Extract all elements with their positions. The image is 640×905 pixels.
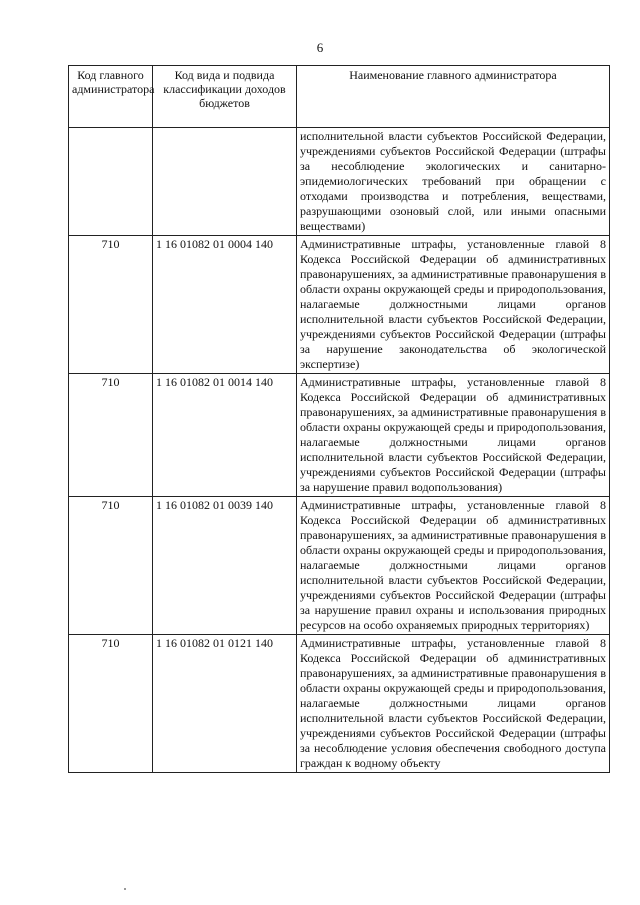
cell-admin-code: 710 [69, 236, 153, 374]
revenue-table [68, 65, 610, 773]
cell-admin-code-empty [69, 128, 153, 236]
table-row [69, 497, 610, 635]
table-row [69, 236, 610, 374]
cell-administrator-name: Административные штрафы, установленные главой 8 Кодекса Российской Федерации об административных правонарушениях, за административные правонарушения в области охраны окружающей среды и природопользования, налагаемые должностными лицами органов исполнительной власти субъектов Российской Федерации, учреждениями субъектов Российской Федерации (штрафы за нарушение правил водопользования) [297, 374, 610, 497]
cell-classification-empty [153, 128, 297, 236]
scan-speck [124, 888, 126, 890]
cell-classification-code: 1 16 01082 01 0004 140 [153, 236, 297, 374]
header-administrator-name: Наименование главного администратора [297, 66, 610, 128]
table-header-row [69, 66, 610, 128]
cell-admin-code: 710 [69, 497, 153, 635]
cell-classification-code: 1 16 01082 01 0121 140 [153, 635, 297, 773]
cell-administrator-name: Административные штрафы, установленные главой 8 Кодекса Российской Федерации об административных правонарушениях, за административные правонарушения в области охраны окружающей среды и природопользования, налагаемые должностными лицами органов исполнительной власти субъектов Российской Федерации, учреждениями субъектов Российской Федерации (штрафы за нарушение правил охраны и использования природных ресурсов на особо охраняемых природных территориях) [297, 497, 610, 635]
cell-administrator-name: исполнительной власти субъектов Российской Федерации, учреждениями субъектов Российской Федерации (штрафы за несоблюдение экологических и санитарно-эпидемиологических требований при обращении с отходами производства и потребления, веществами, разрушающими озоновый слой, или иными опасными веществами) [297, 128, 610, 236]
cell-classification-code: 1 16 01082 01 0039 140 [153, 497, 297, 635]
cell-administrator-name: Административные штрафы, установленные главой 8 Кодекса Российской Федерации об административных правонарушениях, за административные правонарушения в области охраны окружающей среды и природопользования, налагаемые должностными лицами органов исполнительной власти субъектов Российской Федерации, учреждениями субъектов Российской Федерации (штрафы за нарушение законодательства об экологической экспертизе) [297, 236, 610, 374]
table-row [69, 635, 610, 773]
cell-classification-code: 1 16 01082 01 0014 140 [153, 374, 297, 497]
header-classification-code: Код вида и подвида классификации доходов бюджетов [153, 66, 297, 128]
header-admin-code: Код главного администратора [69, 66, 153, 128]
table-row-continued [69, 128, 610, 236]
page-number: 6 [316, 40, 324, 55]
table-row [69, 374, 610, 497]
cell-administrator-name: Административные штрафы, установленные главой 8 Кодекса Российской Федерации об административных правонарушениях, за административные правонарушения в области охраны окружающей среды и природопользования, налагаемые должностными лицами органов исполнительной власти субъектов Российской Федерации, учреждениями субъектов Российской Федерации (штрафы за несоблюдение условия обеспечения свободного доступа граждан к водному объекту [297, 635, 610, 773]
cell-admin-code: 710 [69, 635, 153, 773]
cell-admin-code: 710 [69, 374, 153, 497]
